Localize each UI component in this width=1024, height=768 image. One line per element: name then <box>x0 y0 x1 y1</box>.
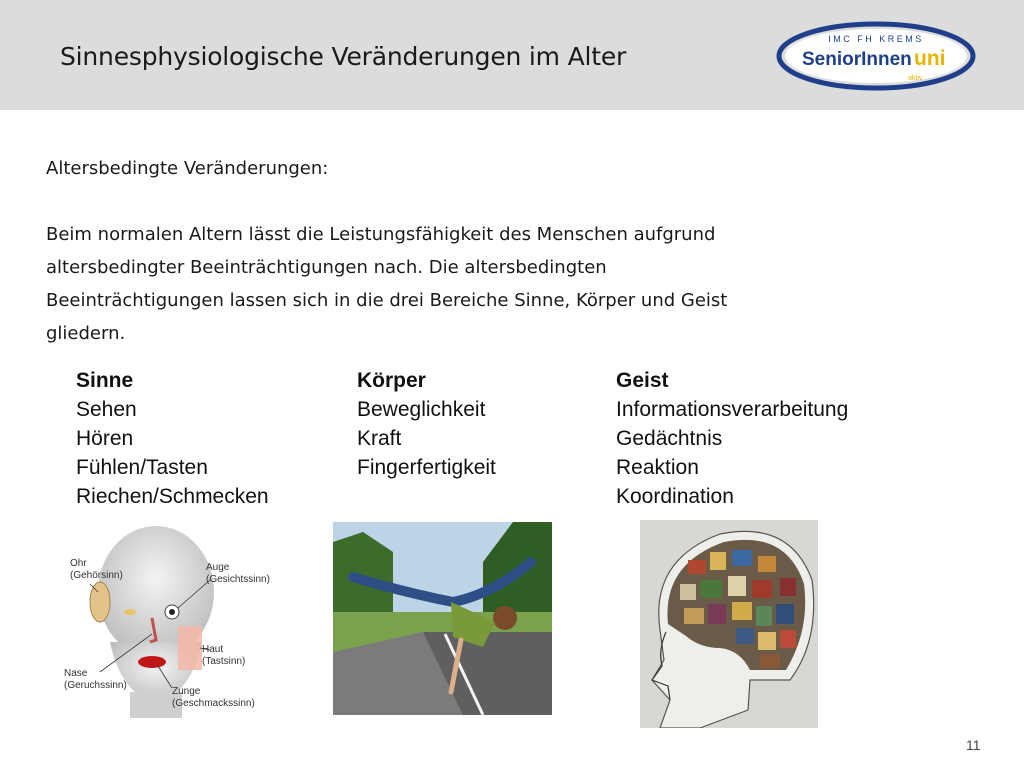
column-item: Gedächtnis <box>616 427 723 450</box>
intro-heading: Altersbedingte Veränderungen: <box>46 158 329 179</box>
column-item: Hören <box>76 427 134 450</box>
seniorinnen-uni-logo <box>776 20 976 92</box>
logo-main-text: SeniorInnen <box>802 49 912 70</box>
slide-title: Sinnesphysiologische Veränderungen im Alter <box>60 42 627 71</box>
label-nase: Nase (Geruchssinn) <box>64 668 127 691</box>
intro-line: gliedern. <box>46 323 126 344</box>
label-zunge: Zunge (Geschmackssinn) <box>172 686 255 709</box>
column-item: Beweglichkeit <box>357 398 486 421</box>
column-item: Koordination <box>616 485 734 508</box>
column-item: Informationsverarbeitung <box>616 398 849 421</box>
page-number: 11 <box>966 737 981 753</box>
senses-face-illustration <box>60 522 300 718</box>
mind-collage-illustration <box>640 520 818 728</box>
body-flexibility-photo <box>333 522 552 715</box>
column-item: Fingerfertigkeit <box>357 456 496 479</box>
column-item: Sehen <box>76 398 137 421</box>
intro-line: Beeinträchtigungen lassen sich in die drei Bereiche Sinne, Körper und Geist <box>46 290 728 311</box>
column-heading: Körper <box>357 369 426 392</box>
column-koerper <box>357 366 496 482</box>
intro-line: altersbedingter Beeinträchtigungen nach. Die altersbedingten <box>46 257 607 278</box>
column-sinne <box>76 366 269 511</box>
logo-top-text: IMC FH KREMS <box>828 34 924 44</box>
label-ohr: Ohr (Gehörsinn) <box>70 558 123 581</box>
label-auge: Auge (Gesichtssinn) <box>206 562 270 585</box>
logo-accent-text: uni <box>914 47 946 70</box>
label-haut: Haut (Tastsinn) <box>202 644 246 667</box>
intro-text <box>46 152 766 350</box>
logo-sub-text: aktiv <box>908 75 923 82</box>
column-heading: Sinne <box>76 369 134 392</box>
column-geist <box>616 366 848 511</box>
column-item: Fühlen/Tasten <box>76 456 208 479</box>
column-heading: Geist <box>616 369 669 392</box>
column-item: Reaktion <box>616 456 699 479</box>
column-item: Riechen/Schmecken <box>76 485 269 508</box>
column-item: Kraft <box>357 427 402 450</box>
intro-line: Beim normalen Altern lässt die Leistungsfähigkeit des Menschen aufgrund <box>46 224 716 245</box>
